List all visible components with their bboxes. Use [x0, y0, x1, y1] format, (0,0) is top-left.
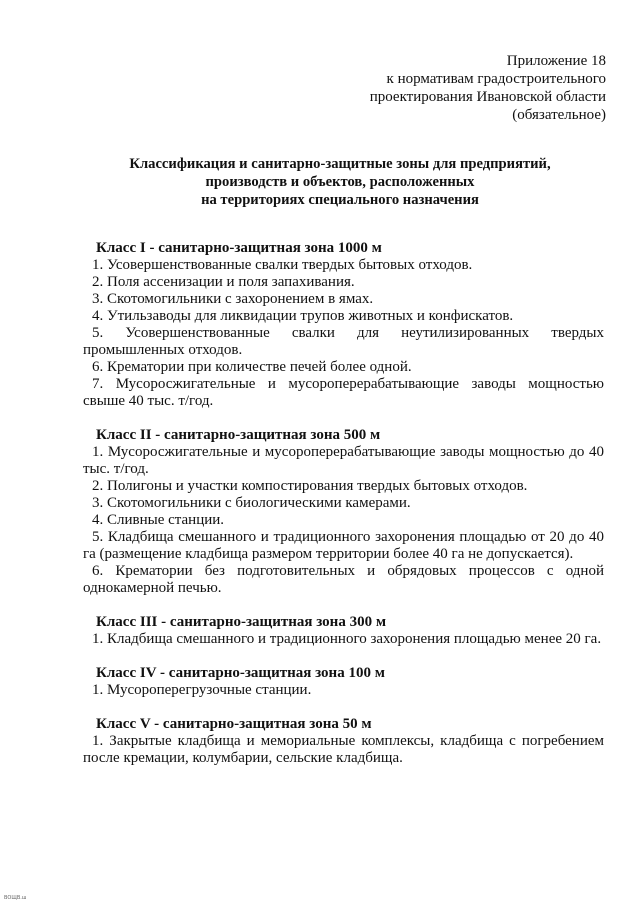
title-line: производств и объектов, расположенных: [205, 174, 475, 190]
list-item: 4. Сливные станции.: [92, 512, 225, 528]
class-heading: Класс V - санитарно-защитная зона 50 м: [96, 716, 372, 732]
appendix-line: к нормативам градостроительного: [386, 71, 606, 87]
class-4-section: [83, 665, 604, 699]
class-5-section: [83, 716, 604, 767]
class-2-section: [83, 427, 604, 597]
appendix-status: (обязательное): [512, 107, 606, 123]
list-item: 7. Мусоросжигательные и мусороперерабатывающие заводы мощностью свыше 40 тыс. т/год.: [83, 376, 604, 409]
appendix-number: Приложение 18: [506, 53, 606, 69]
list-item: 2. Полигоны и участки компостирования твердых бытовых отходов.: [92, 478, 528, 494]
list-item: 1. Кладбища смешанного и традиционного захоронения площадью менее 20 га.: [92, 631, 602, 647]
class-heading: Класс IV - санитарно-защитная зона 100 м: [96, 665, 385, 681]
list-item: 1. Мусоросжигательные и мусороперерабатывающие заводы мощностью до 40 тыс. т/год.: [83, 444, 604, 477]
appendix-line: проектирования Ивановской области: [369, 89, 606, 105]
list-item: 6. Крематории без подготовительных и обрядовых процессов с одной однокамерной печью.: [83, 563, 604, 596]
list-item: 4. Утильзаводы для ликвидации трупов животных и конфискатов.: [92, 308, 514, 324]
title-line: Классификация и санитарно-защитные зоны для предприятий,: [129, 156, 551, 172]
class-heading: Класс III - санитарно-защитная зона 300 м: [96, 614, 387, 630]
class-3-section: [83, 614, 604, 648]
title-line: на территориях специального назначения: [201, 192, 479, 208]
class-1-section: [83, 240, 604, 410]
document-body: [83, 240, 604, 784]
list-item: 6. Крематории при количестве печей более одной.: [92, 359, 412, 375]
class-heading: Класс II - санитарно-защитная зона 500 м: [96, 427, 381, 443]
list-item: 5. Кладбища смешанного и традиционного захоронения площадью от 20 до 40 га (размещение кладбища размером территории более 40 га не допускается).: [83, 529, 604, 562]
list-item: 1. Усовершенствованные свалки твердых бытовых отходов.: [92, 257, 473, 273]
list-item: 3. Скотомогильники с биологическими камерами.: [92, 495, 411, 511]
class-heading: Класс I - санитарно-защитная зона 1000 м: [96, 240, 382, 256]
scan-mark: ВОЩВ.ш: [4, 895, 27, 901]
list-item: 5. Усовершенствованные свалки для неутилизированных твердых промышленных отходов.: [83, 325, 604, 358]
appendix-note: [370, 52, 606, 124]
list-item: 1. Закрытые кладбища и мемориальные комплексы, кладбища с погребением после кремации, колумбарии, сельские кладбища.: [83, 733, 604, 766]
document-title: [40, 155, 640, 209]
list-item: 3. Скотомогильники с захоронением в ямах.: [92, 291, 374, 307]
list-item: 2. Поля ассенизации и поля запахивания.: [92, 274, 355, 290]
list-item: 1. Мусороперегрузочные станции.: [92, 682, 312, 698]
